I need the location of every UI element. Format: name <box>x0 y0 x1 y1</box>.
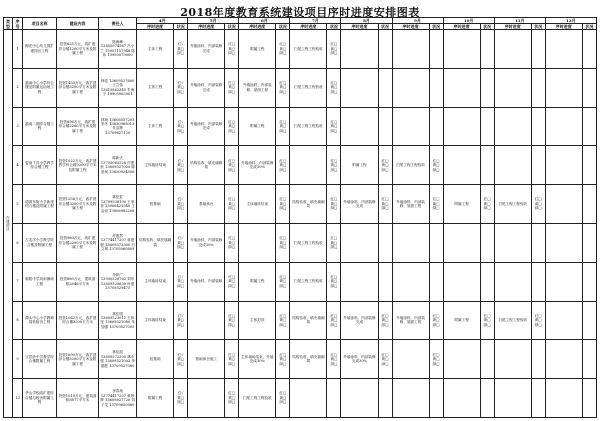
status-cell <box>480 340 494 379</box>
status-cell: 红□ 黄□ 绿□ <box>276 340 290 379</box>
progress-cell <box>341 223 378 262</box>
subheader-progress: 序时进度 <box>137 24 174 30</box>
owner-cell: 许惠然 13774417207 蒋建强 13609573300 石文林 13705060809 <box>99 223 137 262</box>
progress-cell: 主体墙砖结束、外墙完成30% <box>239 340 276 379</box>
status-cell: 红□ 黄□ 绿□ <box>327 30 341 69</box>
progress-cell <box>443 262 480 301</box>
progress-cell: 结构验收、填充墙砌筑 <box>290 340 327 379</box>
table-row <box>4 262 597 301</box>
progress-cell <box>545 223 582 262</box>
status-cell: 红✓ 黄□ 绿□ <box>174 68 188 107</box>
project-name-cell: 潞南中心小学综合楼及附属运动场工程 <box>23 68 57 107</box>
month-header: 7月 <box>290 18 341 24</box>
progress-cell: 附属工程 <box>239 262 276 301</box>
progress-cell <box>392 68 429 107</box>
status-cell: 红□ 黄□ 绿□ <box>225 107 239 146</box>
progress-cell: 主体墙砖结束 <box>137 262 174 301</box>
schedule-table <box>3 17 597 418</box>
subheader-progress: 序时进度 <box>392 24 429 30</box>
subheader-progress: 序时进度 <box>188 24 225 30</box>
progress-cell <box>545 68 582 107</box>
progress-cell: 结构验收、填充墙砌筑 <box>188 146 225 185</box>
status-cell: 红✓ 黄□ 绿□ <box>174 146 188 185</box>
status-cell: 红✓ 黄□ 绿□ <box>174 262 188 301</box>
status-cell: 红□ 黄□ 绿□ <box>225 379 239 418</box>
status-cell <box>531 107 545 146</box>
progress-cell: 外墙涂料、内部装修完成 <box>188 30 225 69</box>
category-cell: 在建项目 <box>4 30 13 418</box>
status-cell: 红□ 黄□ 绿□ <box>378 340 392 379</box>
progress-cell <box>341 30 378 69</box>
status-cell <box>480 107 494 146</box>
month-header: 10月 <box>443 18 494 24</box>
status-cell: 红□ 黄□ 绿□ <box>225 68 239 107</box>
status-cell: 红□ 黄□ 绿□ <box>327 223 341 262</box>
status-cell: 红□ 黄□ 绿□ <box>531 185 545 224</box>
progress-cell: 附属工程 <box>443 301 480 340</box>
status-cell: 红□ 黄□ 绿□ <box>225 146 239 185</box>
project-name-cell: 古兆洋小学教学综合楼及附属工程 <box>23 223 57 262</box>
month-header: 12月 <box>545 18 596 24</box>
header-category: 类型 <box>4 18 13 30</box>
progress-cell <box>239 223 276 262</box>
status-cell <box>429 223 443 262</box>
status-cell: 红□ 黄□ 绿□ <box>378 301 392 340</box>
status-cell: 红□ 黄□ 绿□ <box>480 301 494 340</box>
status-cell <box>429 262 443 301</box>
month-header: 5月 <box>188 18 239 24</box>
progress-cell <box>392 262 429 301</box>
progress-cell <box>545 301 582 340</box>
month-header: 6月 <box>239 18 290 24</box>
status-cell: 红✓ 黄□ 绿□ <box>174 379 188 418</box>
status-cell: 红✓ 黄□ 绿□ <box>174 340 188 379</box>
status-cell: 红□ 黄□ 绿□ <box>327 185 341 224</box>
status-cell <box>582 30 596 69</box>
owner-cell: 林佳虹 13709538100 王菲菲 13906421540 王金泉 13806982208 <box>99 185 137 224</box>
owner-cell: 陈新夫 13705065528 许建松 13609527000 陈爱柯 13850924556 <box>99 146 137 185</box>
seq-cell: 2 <box>13 68 23 107</box>
status-cell <box>378 379 392 418</box>
progress-cell <box>341 107 378 146</box>
progress-cell: 基础承台施工 <box>188 340 225 379</box>
status-cell: 红□ 黄□ 绿□ <box>225 301 239 340</box>
seq-cell: 5 <box>13 185 23 224</box>
status-cell: 红□ 黄□ 绿□ <box>225 223 239 262</box>
table-row <box>4 223 597 262</box>
progress-cell: 扫尾工程工程验收 <box>494 185 531 224</box>
progress-cell <box>494 340 531 379</box>
project-name-cell: 文武砂中学教学综合楼附属工程 <box>23 340 57 379</box>
status-cell <box>378 107 392 146</box>
progress-cell <box>392 107 429 146</box>
project-name-cell: 华山学校改扩建综合楼与校舍附属工程 <box>23 379 57 418</box>
status-cell <box>378 30 392 69</box>
status-cell: 红□ 黄□ 绿□ <box>378 146 392 185</box>
owner-cell: 李春扬 13774417207 黄珍辉 13609827720 刘子龙 13709650880 <box>99 379 137 418</box>
progress-cell: 外墙涂料、内部装修完成30% <box>341 340 378 379</box>
subheader-status: 状况 <box>276 24 290 30</box>
status-cell <box>531 262 545 301</box>
project-name-cell: 梅花中心幼儿园扩建园区工程 <box>23 30 57 69</box>
progress-cell <box>545 146 582 185</box>
status-cell <box>480 262 494 301</box>
owner-cell: 李伊广 13950526762 刘东 13809529600 叶建 13709529475 <box>99 262 137 301</box>
subheader-status: 状况 <box>480 24 494 30</box>
progress-cell: 外墙涂料、内部装修 <box>188 262 225 301</box>
progress-cell <box>392 223 429 262</box>
progress-cell: 主体工程 <box>137 68 174 107</box>
progress-cell: 扫尾工程工程验收 <box>392 146 429 185</box>
status-cell: 红□ 黄□ 绿□ <box>327 107 341 146</box>
progress-cell <box>545 30 582 69</box>
status-cell: 红✓ 黄□ 绿□ <box>174 185 188 224</box>
header-name: 项目名称 <box>23 18 57 30</box>
progress-cell: 主体墙砖结束 <box>137 301 174 340</box>
status-cell: 红□ 黄□ 绿□ <box>429 146 443 185</box>
progress-cell: 外墙涂料、内部装修、屋面工程 <box>392 301 429 340</box>
progress-cell: 扫尾工程工程验收 <box>290 68 327 107</box>
status-cell: 红□ 黄□ 绿□ <box>327 146 341 185</box>
schedule-body <box>4 30 597 418</box>
status-cell <box>531 68 545 107</box>
status-cell: 红□ 黄□ 绿□ <box>327 262 341 301</box>
progress-cell <box>545 262 582 301</box>
status-cell: 红□ 黄□ 绿□ <box>276 146 290 185</box>
status-cell <box>582 185 596 224</box>
header-seq: 序号 <box>13 18 23 30</box>
progress-cell: 外墙涂料、内部装修完成30% <box>239 146 276 185</box>
header-content: 建设内容 <box>57 18 99 30</box>
progress-cell <box>494 379 531 418</box>
progress-cell <box>290 146 327 185</box>
progress-cell: 主体墙砖结束 <box>137 146 174 185</box>
progress-cell: 桩基础 <box>137 185 174 224</box>
status-cell <box>531 30 545 69</box>
seq-cell: 8 <box>13 301 23 340</box>
progress-cell <box>341 68 378 107</box>
status-cell: 红□ 黄□ 绿□ <box>225 262 239 301</box>
owner-cell: 陈海峰 13850974567 冯小兰 15951157948 陈冲 13950079000 <box>99 30 137 69</box>
progress-cell <box>494 223 531 262</box>
status-cell: 红□ 黄□ 绿□ <box>480 185 494 224</box>
progress-cell: 主体工程 <box>137 30 174 69</box>
status-cell <box>582 107 596 146</box>
content-cell: 投资696万元，改扩建综合楼2260平方米及附属工程 <box>57 107 99 146</box>
status-cell: 红□ 黄□ 绿□ <box>276 262 290 301</box>
content-cell: 投资1256万元，改扩建综合楼3200平方米及附属工程 <box>57 185 99 224</box>
status-cell <box>531 146 545 185</box>
subheader-status: 状况 <box>531 24 545 30</box>
progress-cell <box>443 379 480 418</box>
owner-cell: 林佳明 13609523011 王伟坚 13609521080 朱加强 13709527005 <box>99 301 137 340</box>
progress-cell <box>443 340 480 379</box>
project-name-cell: 潭头中心小学教师周转宿舍工程 <box>23 301 57 340</box>
status-cell: 红✓ 黄□ 绿□ <box>174 223 188 262</box>
status-cell <box>480 68 494 107</box>
document-title: 2018年度教育系统建设项目序时进度安排图表 <box>180 6 420 19</box>
status-cell: 红□ 黄□ 绿□ <box>276 301 290 340</box>
progress-cell: 主体墙砖结束 <box>239 185 276 224</box>
content-cell: 投资1019万元，建筑面积8877平方米 <box>57 379 99 418</box>
progress-cell: 桩基础 <box>137 340 174 379</box>
status-cell <box>582 223 596 262</box>
progress-cell: 外墙涂料、内部装修、屋面工程 <box>392 185 429 224</box>
progress-cell: 扫尾工程工程验收 <box>239 379 276 418</box>
owner-cell: 林佳 13609527600 王立伟 13615862345 朱海宁 18905063001 <box>99 68 137 107</box>
header-owner: 责任人 <box>99 18 137 30</box>
status-cell <box>582 146 596 185</box>
table-row <box>4 68 597 107</box>
status-cell: 红□ 黄□ 绿□ <box>276 107 290 146</box>
progress-cell: 外墙涂料、内部装修完成 <box>341 301 378 340</box>
progress-cell: 附属工程 <box>137 379 174 418</box>
progress-cell: 外墙涂料、内部装修完成30% <box>188 223 225 262</box>
month-header: 4月 <box>137 18 188 24</box>
content-cell: 投资1690万元，改扩建综合楼3200平方米及附属工程 <box>57 340 99 379</box>
month-header: 9月 <box>392 18 443 24</box>
subheader-status: 状况 <box>429 24 443 30</box>
progress-cell <box>443 107 480 146</box>
status-cell: 红□ 黄□ 绿□ <box>276 68 290 107</box>
status-cell <box>429 30 443 69</box>
status-cell <box>327 379 341 418</box>
status-cell <box>582 68 596 107</box>
table-row <box>4 146 597 185</box>
status-cell: 红□ 黄□ 绿□ <box>378 185 392 224</box>
table-row <box>4 340 597 379</box>
seq-cell: 10 <box>13 379 23 418</box>
progress-cell: 外墙涂料、内部装修完成 <box>341 185 378 224</box>
owner-cell: 林杨 13606557203 李冬 13850968013 朱洁辉 13709627120 <box>99 107 137 146</box>
progress-cell <box>341 262 378 301</box>
status-cell <box>531 379 545 418</box>
project-name-cell: 潞南二期综合楼工程 <box>23 107 57 146</box>
progress-cell <box>545 340 582 379</box>
progress-cell <box>443 30 480 69</box>
progress-cell: 基础承台 <box>188 185 225 224</box>
status-cell <box>531 223 545 262</box>
status-cell <box>429 68 443 107</box>
project-name-cell: 德源东街小学新建综合楼及附属工程 <box>23 185 57 224</box>
status-cell <box>582 262 596 301</box>
seq-cell: 9 <box>13 340 23 379</box>
status-cell: 红□ 黄□ 绿□ <box>327 301 341 340</box>
table-row <box>4 301 597 340</box>
subheader-progress: 序时进度 <box>290 24 327 30</box>
status-cell: 红✓ 黄□ 绿□ <box>174 301 188 340</box>
progress-cell <box>545 185 582 224</box>
seq-cell: 3 <box>13 107 23 146</box>
progress-cell <box>494 107 531 146</box>
status-cell: 红□ 黄□ 绿□ <box>429 185 443 224</box>
status-cell: 红□ 黄□ 绿□ <box>429 340 443 379</box>
progress-cell <box>443 68 480 107</box>
progress-cell <box>545 379 582 418</box>
status-cell: 红✓ 黄□ 绿□ <box>174 107 188 146</box>
status-cell <box>582 379 596 418</box>
progress-cell: 外墙涂料、内部装修完成 <box>188 107 225 146</box>
progress-cell: 主体封顶 <box>239 301 276 340</box>
progress-cell <box>392 379 429 418</box>
content-cell: 投资1450万元，改扩建综合楼3200平方米及附属工程 <box>57 68 99 107</box>
status-cell <box>378 68 392 107</box>
status-cell: 红□ 黄□ 绿□ <box>327 340 341 379</box>
content-cell: 投资960万元，改扩建综合楼2200平方米及附属工程 <box>57 223 99 262</box>
progress-cell <box>494 68 531 107</box>
progress-cell: 扫尾工程工程验收 <box>494 301 531 340</box>
status-cell: 红□ 黄□ 绿□ <box>531 301 545 340</box>
status-cell <box>480 146 494 185</box>
status-cell <box>582 301 596 340</box>
status-cell <box>378 262 392 301</box>
status-cell <box>531 340 545 379</box>
subheader-progress: 序时进度 <box>239 24 276 30</box>
progress-cell <box>392 340 429 379</box>
status-cell <box>480 30 494 69</box>
progress-cell: 外墙涂料、内部装修、屋面工程 <box>239 68 276 107</box>
progress-cell: 附属工程 <box>443 185 480 224</box>
status-cell: 红□ 黄□ 绿□ <box>276 223 290 262</box>
progress-cell: 外墙涂料、内部装修完成 <box>188 68 225 107</box>
project-name-cell: 朝阳中学风雨操场工程 <box>23 262 57 301</box>
seq-cell: 6 <box>13 223 23 262</box>
content-cell: 投资880万元，建筑面积2046平方米 <box>57 262 99 301</box>
progress-cell: 主体工程 <box>137 107 174 146</box>
progress-cell: 扫尾工程工程验收 <box>290 30 327 69</box>
progress-cell: 扫尾工程工程验收 <box>290 107 327 146</box>
progress-cell <box>494 30 531 69</box>
seq-cell: 7 <box>13 262 23 301</box>
subheader-status: 状况 <box>327 24 341 30</box>
progress-cell <box>494 262 531 301</box>
status-cell: 红□ 黄□ 绿□ <box>276 185 290 224</box>
progress-cell: 扫尾工程工程验收 <box>290 262 327 301</box>
progress-cell: 结构验收、填充墙砌筑 <box>137 223 174 262</box>
status-cell: 红□ 黄□ 绿□ <box>225 185 239 224</box>
progress-cell <box>188 301 225 340</box>
status-cell: 红□ 黄□ 绿□ <box>429 301 443 340</box>
status-cell: 红□ 黄□ 绿□ <box>276 30 290 69</box>
table-row <box>4 185 597 224</box>
subheader-status: 状况 <box>582 24 596 30</box>
owner-cell: 林佳韵 13609572200 林永强 13609521002 李德胜 13709527080 <box>99 340 137 379</box>
progress-cell: 扫尾工程工程验收 <box>290 223 327 262</box>
subheader-progress: 序时进度 <box>494 24 531 30</box>
progress-cell: 附属工程 <box>341 146 378 185</box>
status-cell <box>480 223 494 262</box>
progress-cell: 附属工程 <box>239 107 276 146</box>
progress-cell <box>494 146 531 185</box>
status-cell <box>582 340 596 379</box>
month-header: 8月 <box>341 18 392 24</box>
status-cell <box>378 223 392 262</box>
subheader-status: 状况 <box>174 24 188 30</box>
progress-cell <box>188 379 225 418</box>
seq-cell: 4 <box>13 146 23 185</box>
subheader-progress: 序时进度 <box>341 24 378 30</box>
month-header: 11月 <box>494 18 545 24</box>
subheader-progress: 序时进度 <box>443 24 480 30</box>
content-cell: 投资1062万元，改扩建综合楼3200平方米 <box>57 301 99 340</box>
content-cell: 投资1022万元，改扩建教学综合楼3200平方米及附属工程 <box>57 146 99 185</box>
content-cell: 投资625万元，改扩建综合楼1200平方米及附属工程 <box>57 30 99 69</box>
status-cell <box>429 379 443 418</box>
progress-cell <box>545 107 582 146</box>
status-cell <box>480 379 494 418</box>
table-row <box>4 107 597 146</box>
subheader-status: 状况 <box>378 24 392 30</box>
subheader-progress: 序时进度 <box>545 24 582 30</box>
status-cell: 红□ 黄□ 绿□ <box>276 379 290 418</box>
progress-cell <box>290 379 327 418</box>
status-cell: 红✓ 黄□ 绿□ <box>174 30 188 69</box>
table-row <box>4 30 597 69</box>
seq-cell: 1 <box>13 30 23 69</box>
status-cell: 红□ 黄□ 绿□ <box>225 30 239 69</box>
progress-cell <box>443 223 480 262</box>
table-row <box>4 379 597 418</box>
progress-cell <box>341 379 378 418</box>
status-cell <box>429 107 443 146</box>
progress-cell <box>443 146 480 185</box>
progress-cell <box>392 30 429 69</box>
status-cell: 红□ 黄□ 绿□ <box>327 68 341 107</box>
progress-cell: 附属工程 <box>239 30 276 69</box>
subheader-status: 状况 <box>225 24 239 30</box>
project-name-cell: 曾前下洋小学教学综合楼工程 <box>23 146 57 185</box>
progress-cell: 结构验收、填充墙砌筑 <box>290 185 327 224</box>
progress-cell: 结构验收、填充墙砌筑 <box>290 301 327 340</box>
status-cell: 红□ 黄□ 绿□ <box>225 340 239 379</box>
